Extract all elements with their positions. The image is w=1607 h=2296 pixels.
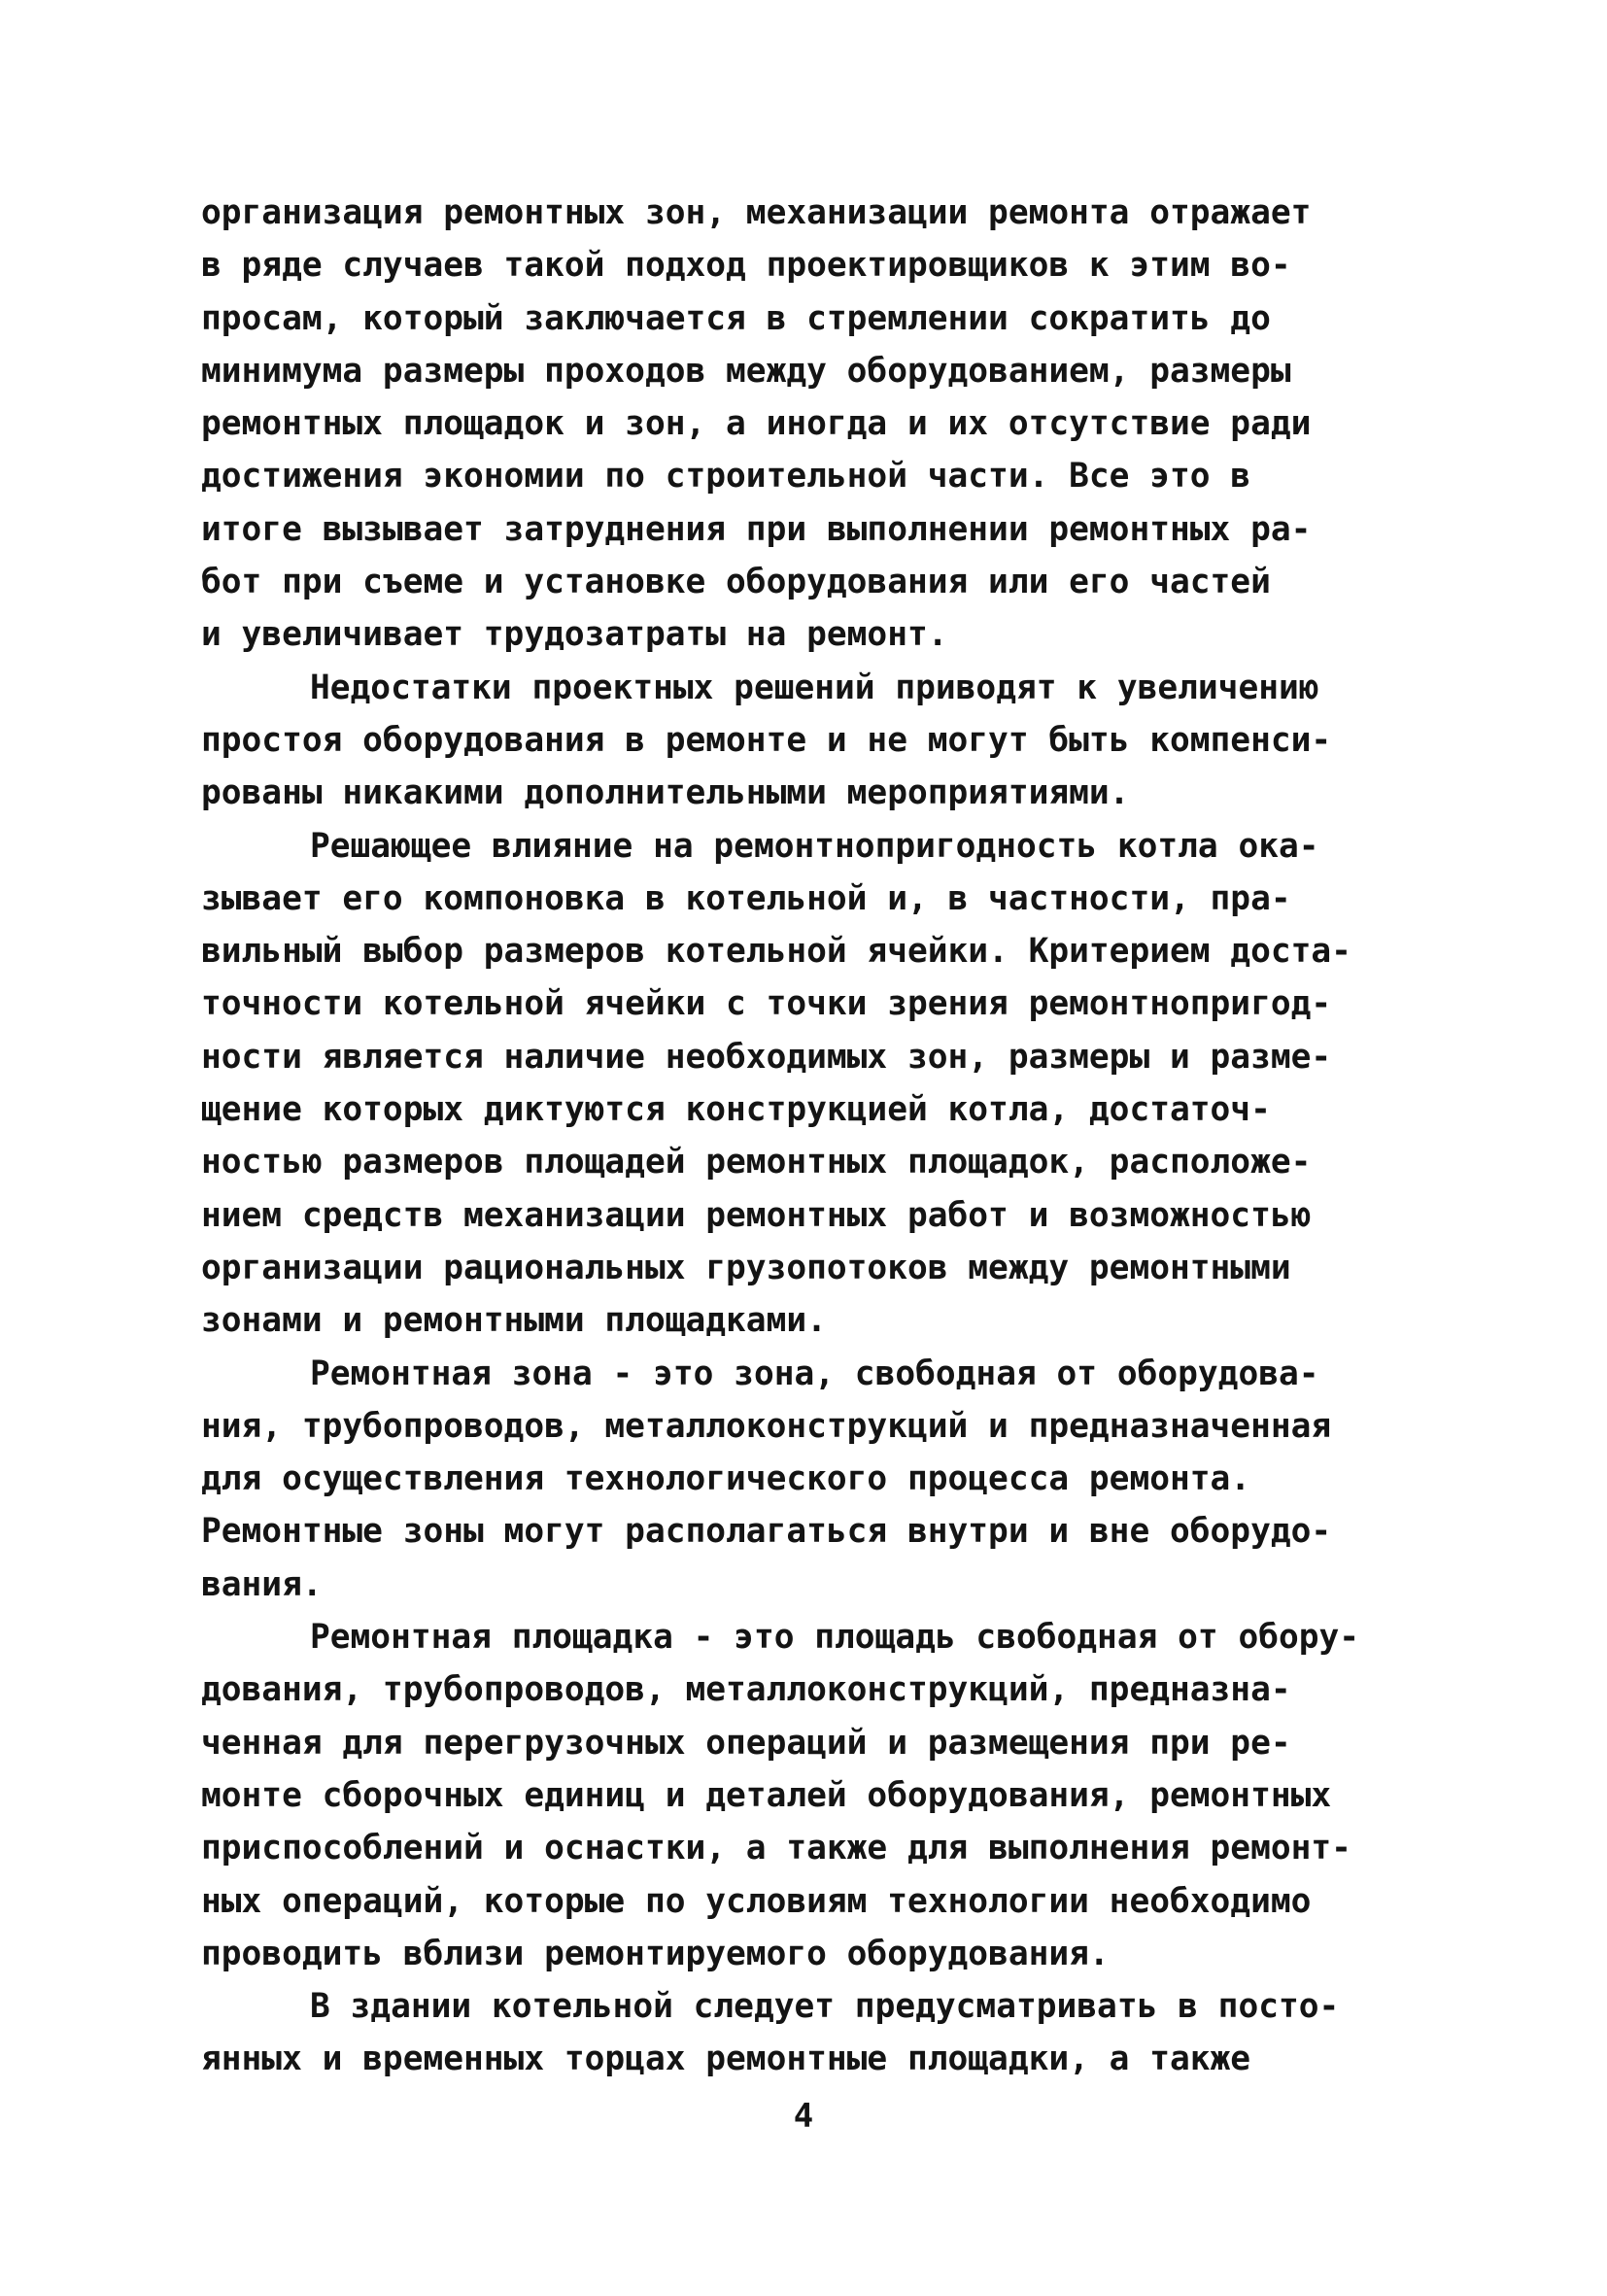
page-number: 4 <box>793 2097 814 2136</box>
paragraph-first-line: Ремонтная площадка - это площадь свободная от обору- <box>310 1618 1360 1658</box>
text-line: проводить вблизи ремонтируемого оборудования. <box>201 1934 1110 1973</box>
text-line: и увеличивает трудозатраты на ремонт. <box>201 615 948 655</box>
text-line: в ряде случаев такой подход проектировщиков к этим во- <box>201 246 1291 286</box>
text-line: щение которых диктуются конструкцией котла, достаточ- <box>201 1090 1271 1130</box>
paragraph-first-line: Недостатки проектных решений приводят к увеличению <box>310 668 1319 707</box>
paragraph-first-line: Ремонтная зона - это зона, свободная от оборудова- <box>310 1354 1319 1393</box>
text-line: ности является наличие необходимых зон, размеры и разме- <box>201 1037 1332 1077</box>
text-line: ных операций, которые по условиям технологии необходимо <box>201 1881 1312 1921</box>
text-line: организации рациональных грузопотоков между ремонтными <box>201 1248 1291 1287</box>
text-line: бот при съеме и установке оборудования или его частей <box>201 563 1271 602</box>
text-line: ния, трубопроводов, металлоконструкций и предназначенная <box>201 1406 1332 1446</box>
text-line: достижения экономии по строительной части. Все это в <box>201 457 1251 497</box>
text-line: зывает его компоновка в котельной и, в частности, пра- <box>201 878 1291 918</box>
text-line: Ремонтные зоны могут располагаться внутри и вне оборудо- <box>201 1512 1332 1552</box>
text-line: приспособлений и оснастки, а также для выполнения ремонт- <box>201 1829 1351 1868</box>
text-line: рованы никакими дополнительными мероприятиями. <box>201 773 1130 813</box>
text-line: простоя оборудования в ремонте и не могут быть компенси- <box>201 720 1332 760</box>
body-text <box>201 187 1445 2086</box>
text-line: итоге вызывает затруднения при выполнении ремонтных ра- <box>201 509 1312 549</box>
text-line: монте сборочных единиц и деталей оборудования, ремонтных <box>201 1775 1332 1815</box>
text-line: вания. <box>201 1564 323 1604</box>
text-line: ностью размеров площадей ремонтных площадок, расположе- <box>201 1143 1312 1182</box>
text-line: ченная для перегрузочных операций и размещения при ре- <box>201 1723 1291 1763</box>
paragraph-first-line: В здании котельной следует предусматривать в посто- <box>310 1987 1340 2027</box>
text-line: организация ремонтных зон, механизации ремонта отражает <box>201 193 1312 232</box>
text-line: для осуществления технологического процесса ремонта. <box>201 1459 1251 1499</box>
text-line: янных и временных торцах ремонтные площадки, а также <box>201 2039 1251 2079</box>
text-line: точности котельной ячейки с точки зрения ремонтнопригод- <box>201 984 1332 1024</box>
text-line: просам, который заключается в стремлении сократить до <box>201 298 1271 338</box>
paragraph-first-line: Решающее влияние на ремонтнопригодность котла ока- <box>310 826 1319 866</box>
text-line: нием средств механизации ремонтных работ и возможностью <box>201 1195 1312 1235</box>
text-line: дования, трубопроводов, металлоконструкций, предназна- <box>201 1670 1291 1710</box>
text-line: минимума размеры проходов между оборудованием, размеры <box>201 351 1291 391</box>
text-line: ремонтных площадок и зон, а иногда и их отсутствие ради <box>201 404 1312 444</box>
text-line: зонами и ремонтными площадками. <box>201 1301 827 1341</box>
text-line: вильный выбор размеров котельной ячейки. Критерием доста- <box>201 932 1351 972</box>
